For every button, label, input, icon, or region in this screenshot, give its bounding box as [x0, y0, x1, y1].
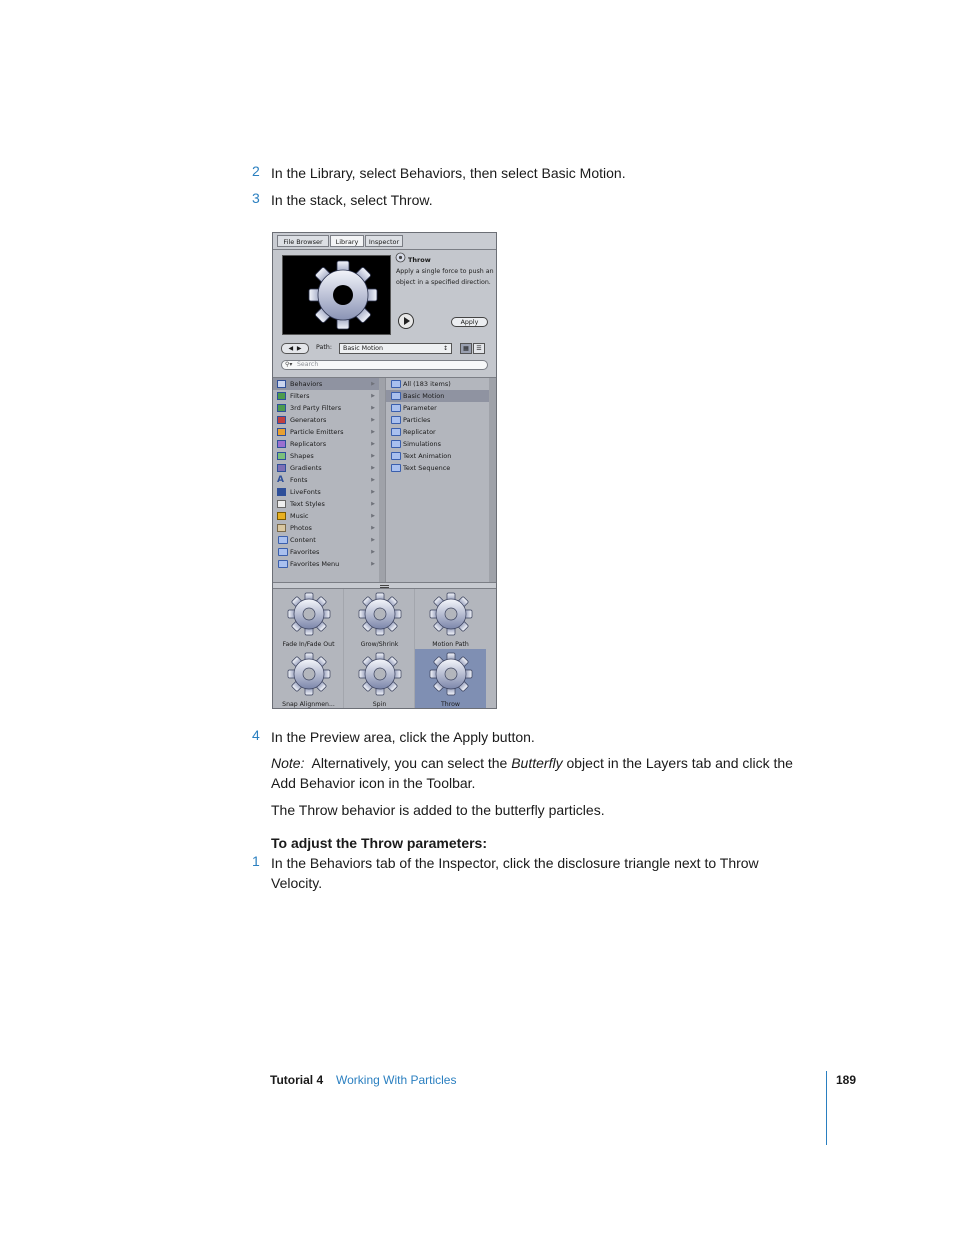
list-item[interactable]: Gradients ▶ — [273, 462, 379, 474]
particle-emitters-icon — [277, 428, 286, 436]
stack-item[interactable]: Throw — [415, 649, 486, 709]
gradients-icon — [277, 464, 286, 472]
category-list — [273, 378, 379, 583]
gear-icon — [428, 591, 474, 637]
list-item[interactable]: LiveFonts ▶ — [273, 486, 379, 498]
list-item[interactable]: Particles — [386, 414, 489, 426]
note-italic: Butterfly — [511, 755, 563, 771]
folder-icon — [391, 404, 401, 412]
disclosure-arrow-icon: ▶ — [371, 489, 375, 495]
step-number: 3 — [252, 190, 260, 206]
tab-inspector[interactable]: Inspector — [365, 235, 403, 247]
list-item[interactable]: Shapes ▶ — [273, 450, 379, 462]
library-lists — [273, 377, 496, 583]
stack-splitter[interactable] — [273, 582, 496, 589]
list-item[interactable]: Generators ▶ — [273, 414, 379, 426]
folder-icon — [391, 440, 401, 448]
list-item[interactable]: Text Styles ▶ — [273, 498, 379, 510]
filters-icon — [277, 392, 286, 400]
page-number: 189 — [836, 1073, 857, 1087]
gear-icon — [428, 651, 474, 697]
footer-rule — [826, 1071, 827, 1145]
play-button[interactable] — [398, 313, 414, 329]
list-item[interactable]: Behaviors ▶ — [273, 378, 379, 390]
stack-item[interactable]: Grow/Shrink — [344, 589, 415, 649]
tab-file-browser[interactable]: File Browser — [277, 235, 329, 247]
disclosure-arrow-icon: ▶ — [371, 513, 375, 519]
disclosure-arrow-icon: ▶ — [371, 561, 375, 567]
disclosure-arrow-icon: ▶ — [371, 441, 375, 447]
folder-icon — [278, 560, 288, 568]
step-text: In the Behaviors tab of the Inspector, click the disclosure triangle next to Throw Velocity. — [271, 855, 759, 891]
note-paragraph: Note: Alternatively, you can select the Butterfly object in the Layers tab and click the Add Behavior icon in the Toolbar. — [271, 755, 793, 791]
disclosure-arrow-icon: ▶ — [371, 501, 375, 507]
disclosure-arrow-icon: ▶ — [371, 465, 375, 471]
generators-icon — [277, 416, 286, 424]
behavior-gear-icon — [395, 252, 406, 263]
disclosure-arrow-icon: ▶ — [371, 453, 375, 459]
list-item[interactable]: Text Animation — [386, 450, 489, 462]
list-item[interactable]: Favorites Menu ▶ — [273, 558, 379, 570]
livefonts-icon — [277, 488, 286, 496]
folder-icon — [391, 452, 401, 460]
list-item[interactable]: Text Sequence — [386, 462, 489, 474]
step-text: In the Library, select Behaviors, then select Basic Motion. — [271, 165, 626, 181]
disclosure-arrow-icon: ▶ — [371, 381, 375, 387]
disclosure-arrow-icon: ▶ — [371, 537, 375, 543]
music-icon — [277, 512, 286, 520]
gear-icon — [286, 651, 332, 697]
step-number: 1 — [252, 853, 260, 869]
subheading: To adjust the Throw parameters: — [271, 835, 487, 851]
gear-icon — [357, 651, 403, 697]
step-text: In the Preview area, click the Apply button. — [271, 729, 535, 745]
list-item[interactable]: Photos ▶ — [273, 522, 379, 534]
folder-icon — [391, 428, 401, 436]
list-view-button[interactable]: ☰ — [473, 343, 485, 354]
library-panel — [272, 232, 497, 709]
subfolder-list — [385, 378, 490, 583]
gear-icon — [286, 591, 332, 637]
photos-icon — [277, 524, 286, 532]
search-field[interactable] — [281, 360, 488, 370]
fonts-icon: A — [277, 475, 284, 485]
list-item[interactable]: Simulations — [386, 438, 489, 450]
gear-icon — [283, 256, 390, 334]
back-forward-buttons[interactable]: ◀ ▶ — [281, 343, 309, 354]
step-number: 4 — [252, 727, 260, 743]
gear-icon — [277, 380, 286, 388]
list-item[interactable]: Replicators ▶ — [273, 438, 379, 450]
list-item[interactable]: Replicator — [386, 426, 489, 438]
list-item[interactable]: Favorites ▶ — [273, 546, 379, 558]
stack-item[interactable]: Motion Path — [415, 589, 486, 649]
preview-description: Apply a single force to push an object in a specified direction. — [396, 268, 494, 286]
subfolder-scrollbar[interactable] — [489, 378, 496, 583]
list-item[interactable]: Content ▶ — [273, 534, 379, 546]
disclosure-arrow-icon: ▶ — [371, 393, 375, 399]
footer-chapter: Tutorial 4 — [270, 1073, 324, 1087]
list-item[interactable]: A Fonts ▶ — [277, 475, 375, 485]
gear-icon — [357, 591, 403, 637]
result-paragraph: The Throw behavior is added to the butterfly particles. — [271, 802, 605, 818]
disclosure-arrow-icon: ▶ — [371, 429, 375, 435]
preview-area — [273, 250, 496, 377]
search-icon: ⚲▾ — [285, 361, 293, 368]
stack-item[interactable]: Spin — [344, 649, 415, 709]
text-styles-icon — [277, 500, 286, 508]
list-item[interactable]: Parameter — [386, 402, 489, 414]
search-placeholder: Search — [297, 361, 319, 368]
disclosure-arrow-icon: ▶ — [371, 417, 375, 423]
folder-icon — [391, 392, 401, 400]
footer-title: Working With Particles — [336, 1073, 457, 1087]
disclosure-arrow-icon: ▶ — [371, 525, 375, 531]
tab-library[interactable]: Library — [330, 235, 364, 247]
step-text: In the stack, select Throw. — [271, 192, 433, 208]
list-item[interactable]: Basic Motion — [386, 390, 489, 402]
replicators-icon — [277, 440, 286, 448]
apply-button[interactable]: Apply — [451, 317, 488, 327]
stack-item[interactable]: Fade In/Fade Out — [273, 589, 344, 649]
shapes-icon — [277, 452, 286, 460]
disclosure-arrow-icon: ▶ — [371, 477, 375, 483]
list-item[interactable]: Music ▶ — [273, 510, 379, 522]
preview-title: Throw — [408, 256, 431, 264]
disclosure-arrow-icon: ▶ — [371, 549, 375, 555]
third-party-filters-icon — [277, 404, 286, 412]
path-popup[interactable]: Basic Motion ↕ — [339, 343, 452, 354]
folder-icon — [391, 380, 401, 388]
note-label: Note: — [271, 755, 305, 771]
list-item[interactable]: 3rd Party Filters ▶ — [273, 402, 379, 414]
folder-icon — [278, 548, 288, 556]
folder-icon — [391, 416, 401, 424]
list-item[interactable]: Particle Emitters ▶ — [273, 426, 379, 438]
step-number: 2 — [252, 163, 260, 179]
path-label: Path: — [316, 344, 332, 351]
icon-view-button[interactable]: ▦ — [460, 343, 472, 354]
tab-bar — [273, 233, 496, 250]
list-item[interactable]: All (183 items) — [386, 378, 489, 390]
preview-thumbnail — [282, 255, 391, 335]
disclosure-arrow-icon: ▶ — [371, 405, 375, 411]
stack-item[interactable]: Snap Alignmen... — [273, 649, 344, 709]
list-item[interactable]: Filters ▶ — [273, 390, 379, 402]
stack-icon-grid — [273, 589, 496, 709]
folder-icon — [278, 536, 288, 544]
folder-icon — [391, 464, 401, 472]
